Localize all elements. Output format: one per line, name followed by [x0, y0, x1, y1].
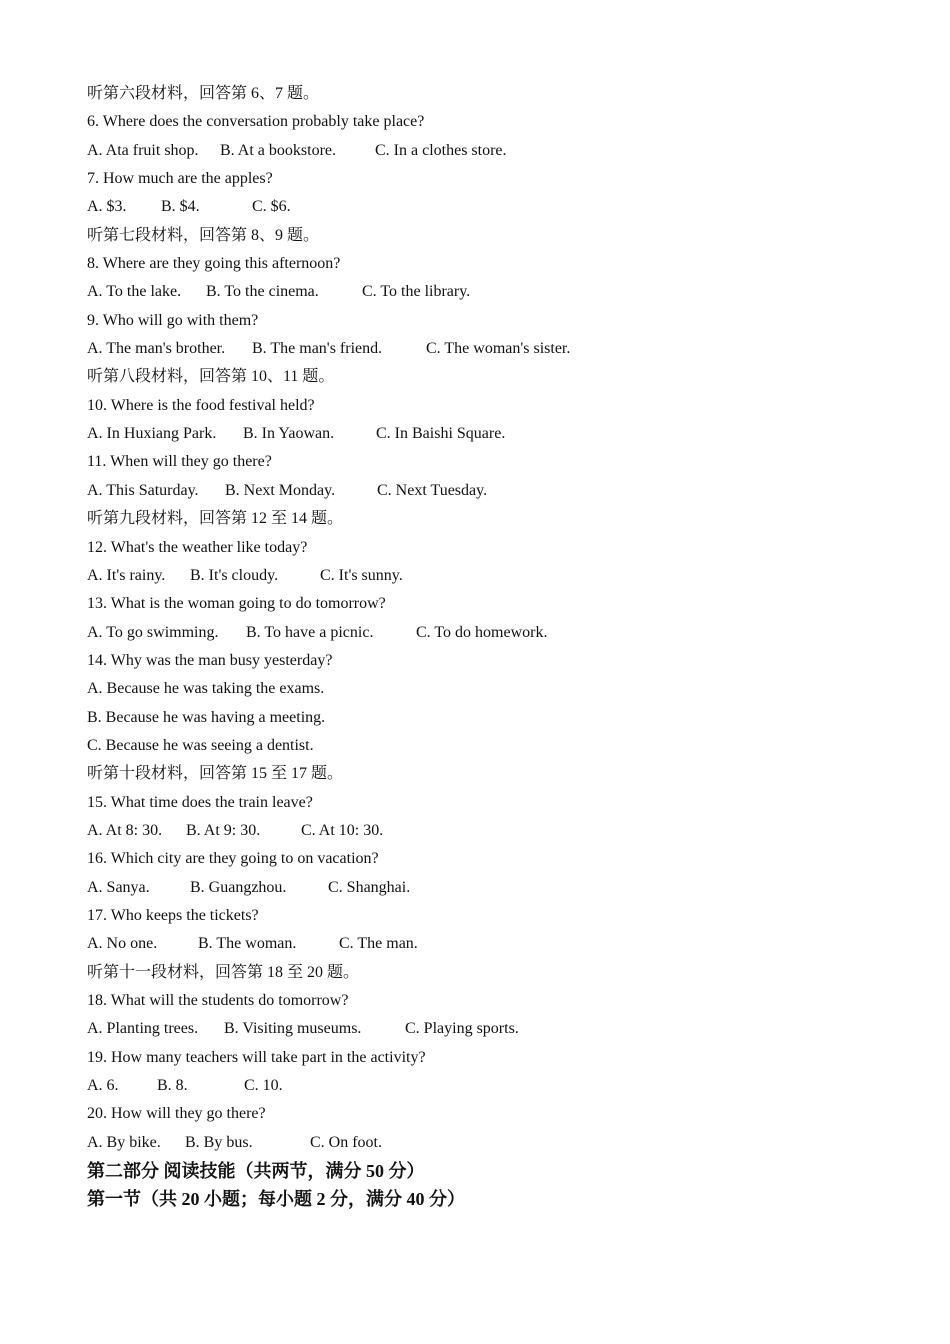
option-c: C. In a clothes store.: [375, 141, 507, 159]
option-c: C. Shanghai.: [328, 878, 411, 896]
option-a: A. 6.: [87, 1077, 119, 1095]
option-c: C. Playing sports.: [405, 1020, 519, 1038]
question-text: 14. Why was the man busy yesterday?: [87, 651, 333, 669]
question-text: 15. What time does the train leave?: [87, 793, 313, 811]
option-c: C. Next Tuesday.: [377, 481, 488, 499]
question-text: 16. Which city are they going to on vacation?: [87, 850, 379, 868]
option-a: A. In Huxiang Park.: [87, 425, 217, 443]
option-b: B. The man's friend.: [252, 340, 383, 358]
option-a: A. No one.: [87, 935, 158, 953]
option-a: A. $3.: [87, 198, 127, 216]
option-c: C. 10.: [244, 1077, 283, 1095]
option-b: B. $4.: [161, 198, 200, 216]
option-b: B. In Yaowan.: [243, 425, 335, 443]
option-a: A. The man's brother.: [87, 340, 226, 358]
section-header: 听第十一段材料，回答第 18 至 20 题。: [87, 963, 360, 981]
exam-page: [87, 80, 907, 1214]
answer-options: [87, 1129, 907, 1157]
question-text: 8. Where are they going this afternoon?: [87, 255, 341, 273]
question-text: 7. How much are the apples?: [87, 170, 273, 188]
answer-options: [87, 1072, 907, 1100]
answer-options: [87, 562, 907, 590]
option-c: C. To do homework.: [416, 623, 548, 641]
section-header: 听第十段材料，回答第 15 至 17 题。: [87, 765, 344, 783]
answer-options: [87, 874, 907, 902]
answer-options: [87, 1015, 907, 1043]
option-b: B. It's cloudy.: [190, 566, 279, 584]
answer-options: [87, 477, 907, 505]
answer-options: [87, 137, 907, 165]
option-c: C. On foot.: [310, 1133, 382, 1151]
option-b: B. Guangzhou.: [190, 878, 287, 896]
option-b: B. By bus.: [185, 1133, 253, 1151]
option-a: A. Ata fruit shop.: [87, 141, 199, 159]
option-b: B. To have a picnic.: [246, 623, 374, 641]
question-text: 10. Where is the food festival held?: [87, 396, 315, 414]
answer-options: [87, 930, 907, 958]
question-text: 13. What is the woman going to do tomorrow?: [87, 595, 386, 613]
answer-options: [87, 193, 907, 221]
section-header: 听第六段材料，回答第 6、7 题。: [87, 85, 320, 102]
question-text: 12. What's the weather like today?: [87, 538, 308, 556]
option-c: C. The woman's sister.: [426, 340, 571, 358]
question-text: 9. Who will go with them?: [87, 311, 259, 329]
option-b: B. At a bookstore.: [220, 141, 336, 159]
option-a: A. To the lake.: [87, 283, 182, 301]
option-c: C. It's sunny.: [320, 566, 403, 584]
section-header: 听第九段材料，回答第 12 至 14 题。: [87, 510, 344, 528]
answer-option: B. Because he was having a meeting.: [87, 708, 326, 726]
answer-options: [87, 335, 907, 363]
answer-options: [87, 278, 907, 306]
option-a: A. To go swimming.: [87, 623, 219, 641]
question-text: 18. What will the students do tomorrow?: [87, 992, 349, 1009]
option-b: B. Next Monday.: [225, 481, 336, 499]
question-text: 11. When will they go there?: [87, 453, 272, 471]
answer-options: [87, 817, 907, 845]
answer-option: C. Because he was seeing a dentist.: [87, 736, 314, 754]
option-a: A. Planting trees.: [87, 1020, 199, 1038]
question-text: 17. Who keeps the tickets?: [87, 906, 259, 924]
question-text: 19. How many teachers will take part in the activity?: [87, 1048, 426, 1066]
section-header: 听第七段材料，回答第 8、9 题。: [87, 226, 320, 244]
option-c: C. To the library.: [362, 283, 471, 301]
part-two-heading: 第二部分 阅读技能（共两节，满分 50 分）: [87, 1161, 425, 1182]
section-one-heading: 第一节（共 20 小题；每小题 2 分，满分 40 分）: [87, 1189, 465, 1210]
option-a: A. At 8: 30.: [87, 821, 163, 839]
option-b: B. Visiting museums.: [224, 1020, 362, 1038]
option-c: C. $6.: [252, 198, 291, 216]
section-header: 听第八段材料，回答第 10、11 题。: [87, 368, 335, 386]
option-a: A. By bike.: [87, 1133, 161, 1151]
question-text: 6. Where does the conversation probably take place?: [87, 113, 425, 131]
option-c: C. In Baishi Square.: [376, 425, 506, 443]
option-a: A. This Saturday.: [87, 481, 199, 499]
option-a: A. Sanya.: [87, 878, 150, 896]
option-b: B. To the cinema.: [206, 283, 319, 301]
option-c: C. The man.: [339, 935, 418, 953]
answer-option: A. Because he was taking the exams.: [87, 680, 325, 698]
question-text: 20. How will they go there?: [87, 1105, 266, 1123]
answer-options: [87, 420, 907, 448]
option-b: B. The woman.: [198, 935, 297, 953]
option-b: B. At 9: 30.: [186, 821, 261, 839]
option-b: B. 8.: [157, 1077, 188, 1095]
option-c: C. At 10: 30.: [301, 821, 384, 839]
option-a: A. It's rainy.: [87, 566, 166, 584]
answer-options: [87, 619, 907, 647]
